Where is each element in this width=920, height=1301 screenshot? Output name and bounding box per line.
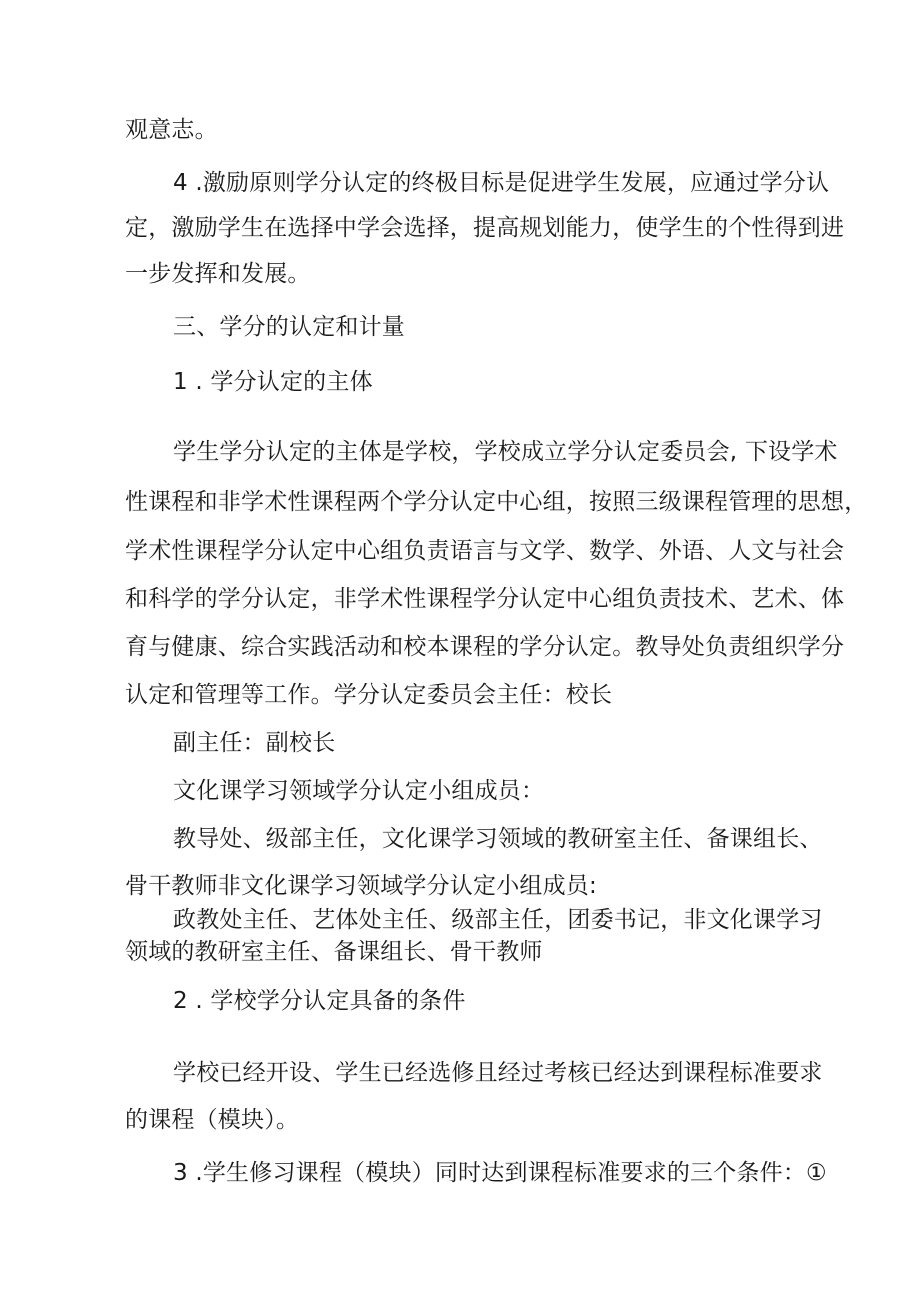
text-line: 文化课学习领域学分认定小组成员： (173, 778, 545, 804)
text-line: 骨干教师非文化课学习领域学分认定小组成员: (125, 873, 597, 899)
text-line: 一步发挥和发展。 (125, 261, 311, 287)
text-line: 学生学分认定的主体是学校，学校成立学分认定委员会, 下设学术 (173, 439, 838, 465)
subsection-heading: 2 . 学校学分认定具备的条件 (173, 988, 466, 1014)
text-line: 认定和管理等工作。学分认定委员会主任：校长 (125, 682, 613, 708)
section-heading: 三、学分的认定和计量 (173, 314, 405, 340)
text-line: 3 .学生修习课程（模块）同时达到课程标准要求的三个条件：① (173, 1160, 827, 1186)
text-line: 学校已经开设、学生已经选修且经过考核已经达到课程标准要求 (173, 1060, 823, 1086)
text-line: 观意志。 (125, 117, 218, 143)
text-line: 教导处、级部主任，文化课学习领域的教研室主任、备课组长、 (173, 826, 823, 852)
text-line: 学术性课程学分认定中心组负责语言与文学、数学、外语、人文与社会 (125, 538, 845, 564)
text-line: 和科学的学分认定，非学术性课程学分认定中心组负责技术、艺术、体 (125, 586, 845, 612)
text-line: 性课程和非学术性课程两个学分认定中心组，按照三级课程管理的思想， (125, 489, 868, 515)
text-line: 4 .激励原则学分认定的终极目标是促进学生发展，应通过学分认 (173, 170, 830, 196)
text-line: 副主任：副校长 (173, 730, 336, 756)
subsection-heading: 1 . 学分认定的主体 (173, 369, 373, 395)
text-line: 育与健康、综合实践活动和校本课程的学分认定。教导处负责组织学分 (125, 634, 845, 660)
text-line: 定，激励学生在选择中学会选择，提高规划能力，使学生的个性得到进 (125, 215, 845, 241)
text-line: 政教处主任、艺体处主任、级部主任，团委书记，非文化课学习 (173, 907, 823, 933)
text-line: 的课程（模块）。 (125, 1107, 300, 1133)
text-line: 领域的教研室主任、备课组长、骨干教师 (125, 939, 543, 965)
